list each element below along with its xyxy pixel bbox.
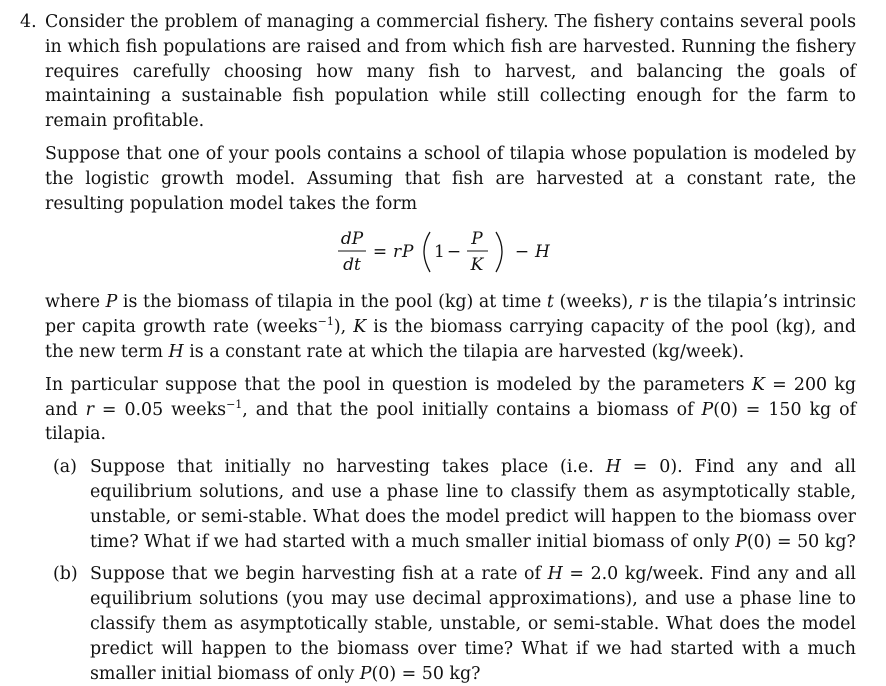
eq-one: 1 xyxy=(433,242,445,263)
var-H: H xyxy=(547,564,563,585)
where-paragraph xyxy=(45,290,856,364)
part-b xyxy=(45,562,856,686)
eq-minus: − xyxy=(446,242,461,263)
text: is the biomass carrying capacity of the pool (kg), and the new term xyxy=(45,317,856,362)
var-K: K xyxy=(353,317,367,338)
var-P: P xyxy=(105,292,118,313)
text: In particular suppose that the pool in question is modeled by the parameters xyxy=(45,374,752,395)
var-P: P xyxy=(701,399,714,420)
eq-right-paren xyxy=(496,232,502,272)
text: Suppose that we begin harvesting fish at a rate of xyxy=(90,564,548,585)
text: (0) = 50 kg? xyxy=(371,663,481,684)
part-a xyxy=(45,455,856,554)
text: = 200 kg and xyxy=(45,374,856,420)
superscript: −1 xyxy=(317,315,334,329)
part-label: (a) xyxy=(53,457,77,478)
var-P: P xyxy=(735,531,747,552)
eq-left-paren xyxy=(424,232,430,272)
text: Suppose that initially no harvesting takes place (i.e. xyxy=(90,457,606,478)
text: is the biomass of tilapia in the pool (kg) at time xyxy=(117,292,547,313)
text: (0) = 50 kg? xyxy=(746,531,856,552)
text: (0) = 150 kg of tilapia. xyxy=(45,399,857,445)
eq-lhs-numerator: dP xyxy=(340,229,363,250)
problem-number: 4. xyxy=(20,12,37,32)
var-H: H xyxy=(605,457,621,478)
sub-parts xyxy=(45,455,856,686)
text: = 0.05 weeks xyxy=(93,399,227,420)
eq-P: P xyxy=(401,242,413,263)
text: = 0). Find any and all equilibrium solutions, and use a phase line to classify them as asymptotically stable, unstable, or semi-stable. What does the model predict will happen to the biomass over time? What if we had started with a much smaller initial biomass of only xyxy=(90,457,856,552)
eq-r: r xyxy=(392,242,401,263)
logistic-harvest-equation xyxy=(45,224,856,280)
eq-lhs-denominator: dt xyxy=(342,255,361,276)
eq-H: H xyxy=(534,242,550,263)
text: is the tilapia’s intrinsic per capita growth rate (weeks xyxy=(45,292,856,338)
var-H: H xyxy=(168,341,184,362)
equation-svg xyxy=(336,224,566,280)
text: = 2.0 kg/week. Find any and all equilibrium solutions (you may use decimal approximations), and use a phase line to classify them as asymptotically stable, unstable, or semi-stable. What does the model predict will happen to the biomass over time? What if we had started with a much smaller initial biomass of only xyxy=(90,564,856,684)
var-P: P xyxy=(359,663,372,684)
superscript: −1 xyxy=(226,397,243,411)
var-K: K xyxy=(751,374,765,395)
text: (weeks), xyxy=(553,292,640,313)
text: where xyxy=(45,292,106,313)
eq-frac-denominator: K xyxy=(470,255,483,276)
text: is a constant rate at which the tilapia are harvested (kg/week). xyxy=(183,341,745,362)
text: ), xyxy=(333,317,354,338)
var-r: r xyxy=(85,399,94,420)
text: , and that the pool initially contains a biomass of xyxy=(242,399,702,420)
eq-frac-numerator: P xyxy=(470,229,483,250)
intro-paragraph: Consider the problem of managing a commercial fishery. The fishery contains several pools in which fish populations are raised and from which fish are harvested. Running the fishery requires carefully choosing how many fish to harvest, and balancing the goals of maintaining a sustainable fish population while still collecting enough for the farm to remain profitable. xyxy=(45,12,856,132)
eq-equals: = xyxy=(372,242,387,263)
var-t: t xyxy=(546,292,554,313)
var-r: r xyxy=(639,292,648,313)
params-paragraph xyxy=(45,373,856,447)
setup-paragraph: Suppose that one of your pools contains a school of tilapia whose population is modeled by the logistic growth model. Assuming that fish are harvested at a constant rate, the resulting population model takes the form xyxy=(45,143,856,214)
eq-minus-2: − xyxy=(514,242,529,263)
part-label: (b) xyxy=(53,564,78,585)
